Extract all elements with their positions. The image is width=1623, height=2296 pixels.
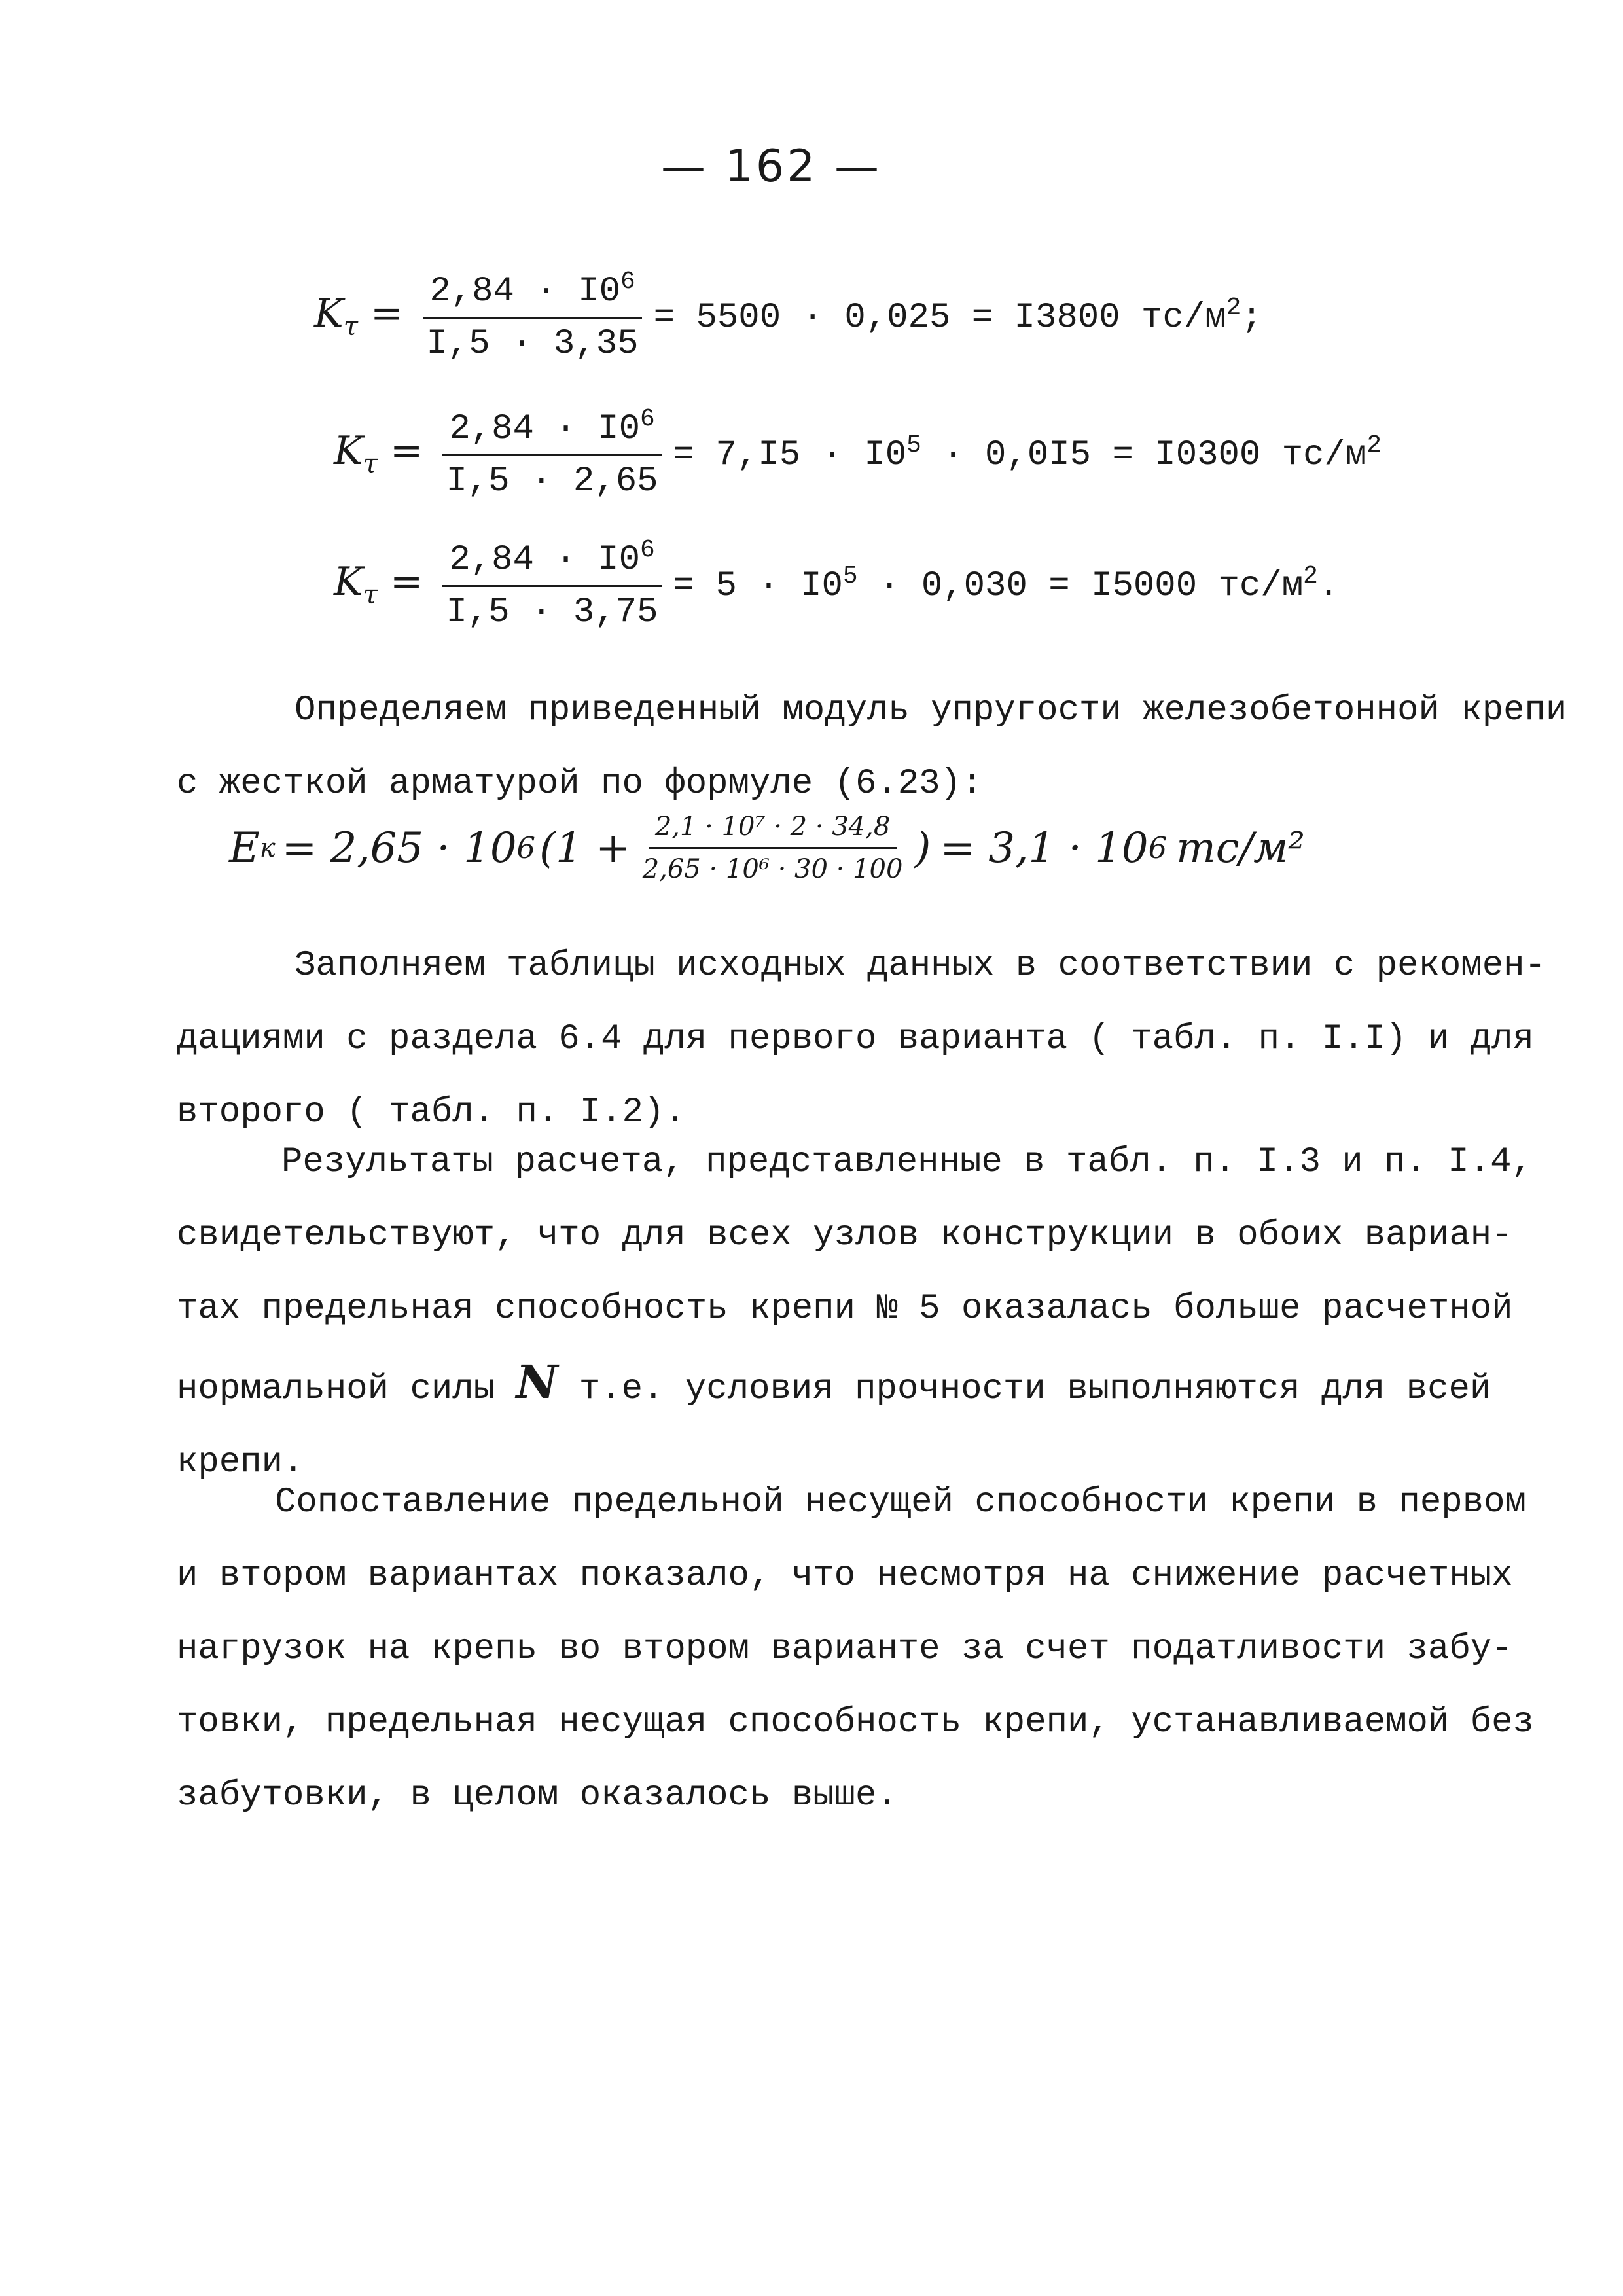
handwritten-formula: E к = 2,65 · 10 6 (1 + $\frac{\text{2,1 · 10⁷ · 2 · 34,8}}{\text{2,65 · 10⁶ · 30 · 100}}$ ) = 3,1 · 10 6 тс/м² (229, 812, 1305, 884)
text-line: Результаты расчета, представленные в табл. п. I.3 и п. I.4, (281, 1142, 1533, 1182)
page-number: — 162 — (661, 141, 882, 192)
text-line: Сопоставление предельной несущей способности крепи в первом (275, 1482, 1526, 1522)
fraction: $\frac{\text{2,1 · 10⁷ · 2 · 34,8}}{\text{2,65 · 10⁶ · 30 · 100}}$ (642, 812, 903, 884)
force-symbol: N (516, 1355, 558, 1409)
text-line: крепи. (177, 1443, 304, 1482)
equation-2 (334, 406, 1382, 501)
fraction: $\frac{2,84 \cdot I0^6}{I,5 \cdot 2,65}$ (442, 406, 661, 501)
equation-rhs: = $7,I5 \cdot I0^5 \cdot 0,0I5 = I0300$ $тс/м^2$ (673, 432, 1382, 475)
paragraph-1 (177, 674, 1567, 821)
text-line: товки, предельная несущая способность крепи, устанавливаемой без (177, 1702, 1534, 1742)
text-line: с жесткой арматурой по формуле (6.23): (177, 764, 983, 804)
paragraph-4 (177, 1466, 1534, 1833)
text-line: дациями с раздела 6.4 для первого варианта ( табл. п. I.I) и для (177, 1019, 1534, 1059)
equation-lhs: $K_\tau$ = (314, 291, 404, 342)
text-line: второго ( табл. п. I.2). (177, 1092, 686, 1132)
equation-lhs: $K_\tau$ = (334, 559, 423, 610)
text-line: свидетельствуют, что для всех узлов конструкции в обоих вариан- (177, 1215, 1513, 1255)
text-line: и втором вариантах показало, что несмотря на снижение расчетных (177, 1556, 1513, 1596)
text-line: Заполняем таблицы исходных данных в соответствии с рекомен- (294, 946, 1546, 986)
equation-rhs: = 5500 · 0,025 = I3800 $тс/м^2$; (653, 295, 1262, 338)
text-line: нормальной силы N т.е. условия прочности выполняются для всей (177, 1355, 1491, 1409)
equation-3 (334, 537, 1339, 632)
fraction: $\frac{2,84 \cdot I0^6}{I,5 \cdot 3,35}$ (423, 268, 641, 364)
text-line: нагрузок на крепь во втором варианте за счет податливости забу- (177, 1629, 1513, 1669)
equation-rhs: = $5 \cdot I0^5 \cdot 0,030 = I5000$ $тс/м^2$. (673, 563, 1340, 606)
text-line: забутовки, в целом оказалось выше. (177, 1776, 898, 1816)
equation-1 (314, 268, 1262, 364)
text-line: Определяем приведенный модуль упругости железобетонной крепи (294, 691, 1567, 730)
equation-lhs: $K_\tau$ = (334, 428, 423, 479)
fraction: $\frac{2,84 \cdot I0^6}{I,5 \cdot 3,75}$ (442, 537, 661, 632)
text-line: тах предельная способность крепи № 5 оказалась больше расчетной (177, 1289, 1513, 1329)
paragraph-2 (177, 929, 1546, 1149)
paragraph-3 (177, 1126, 1533, 1499)
